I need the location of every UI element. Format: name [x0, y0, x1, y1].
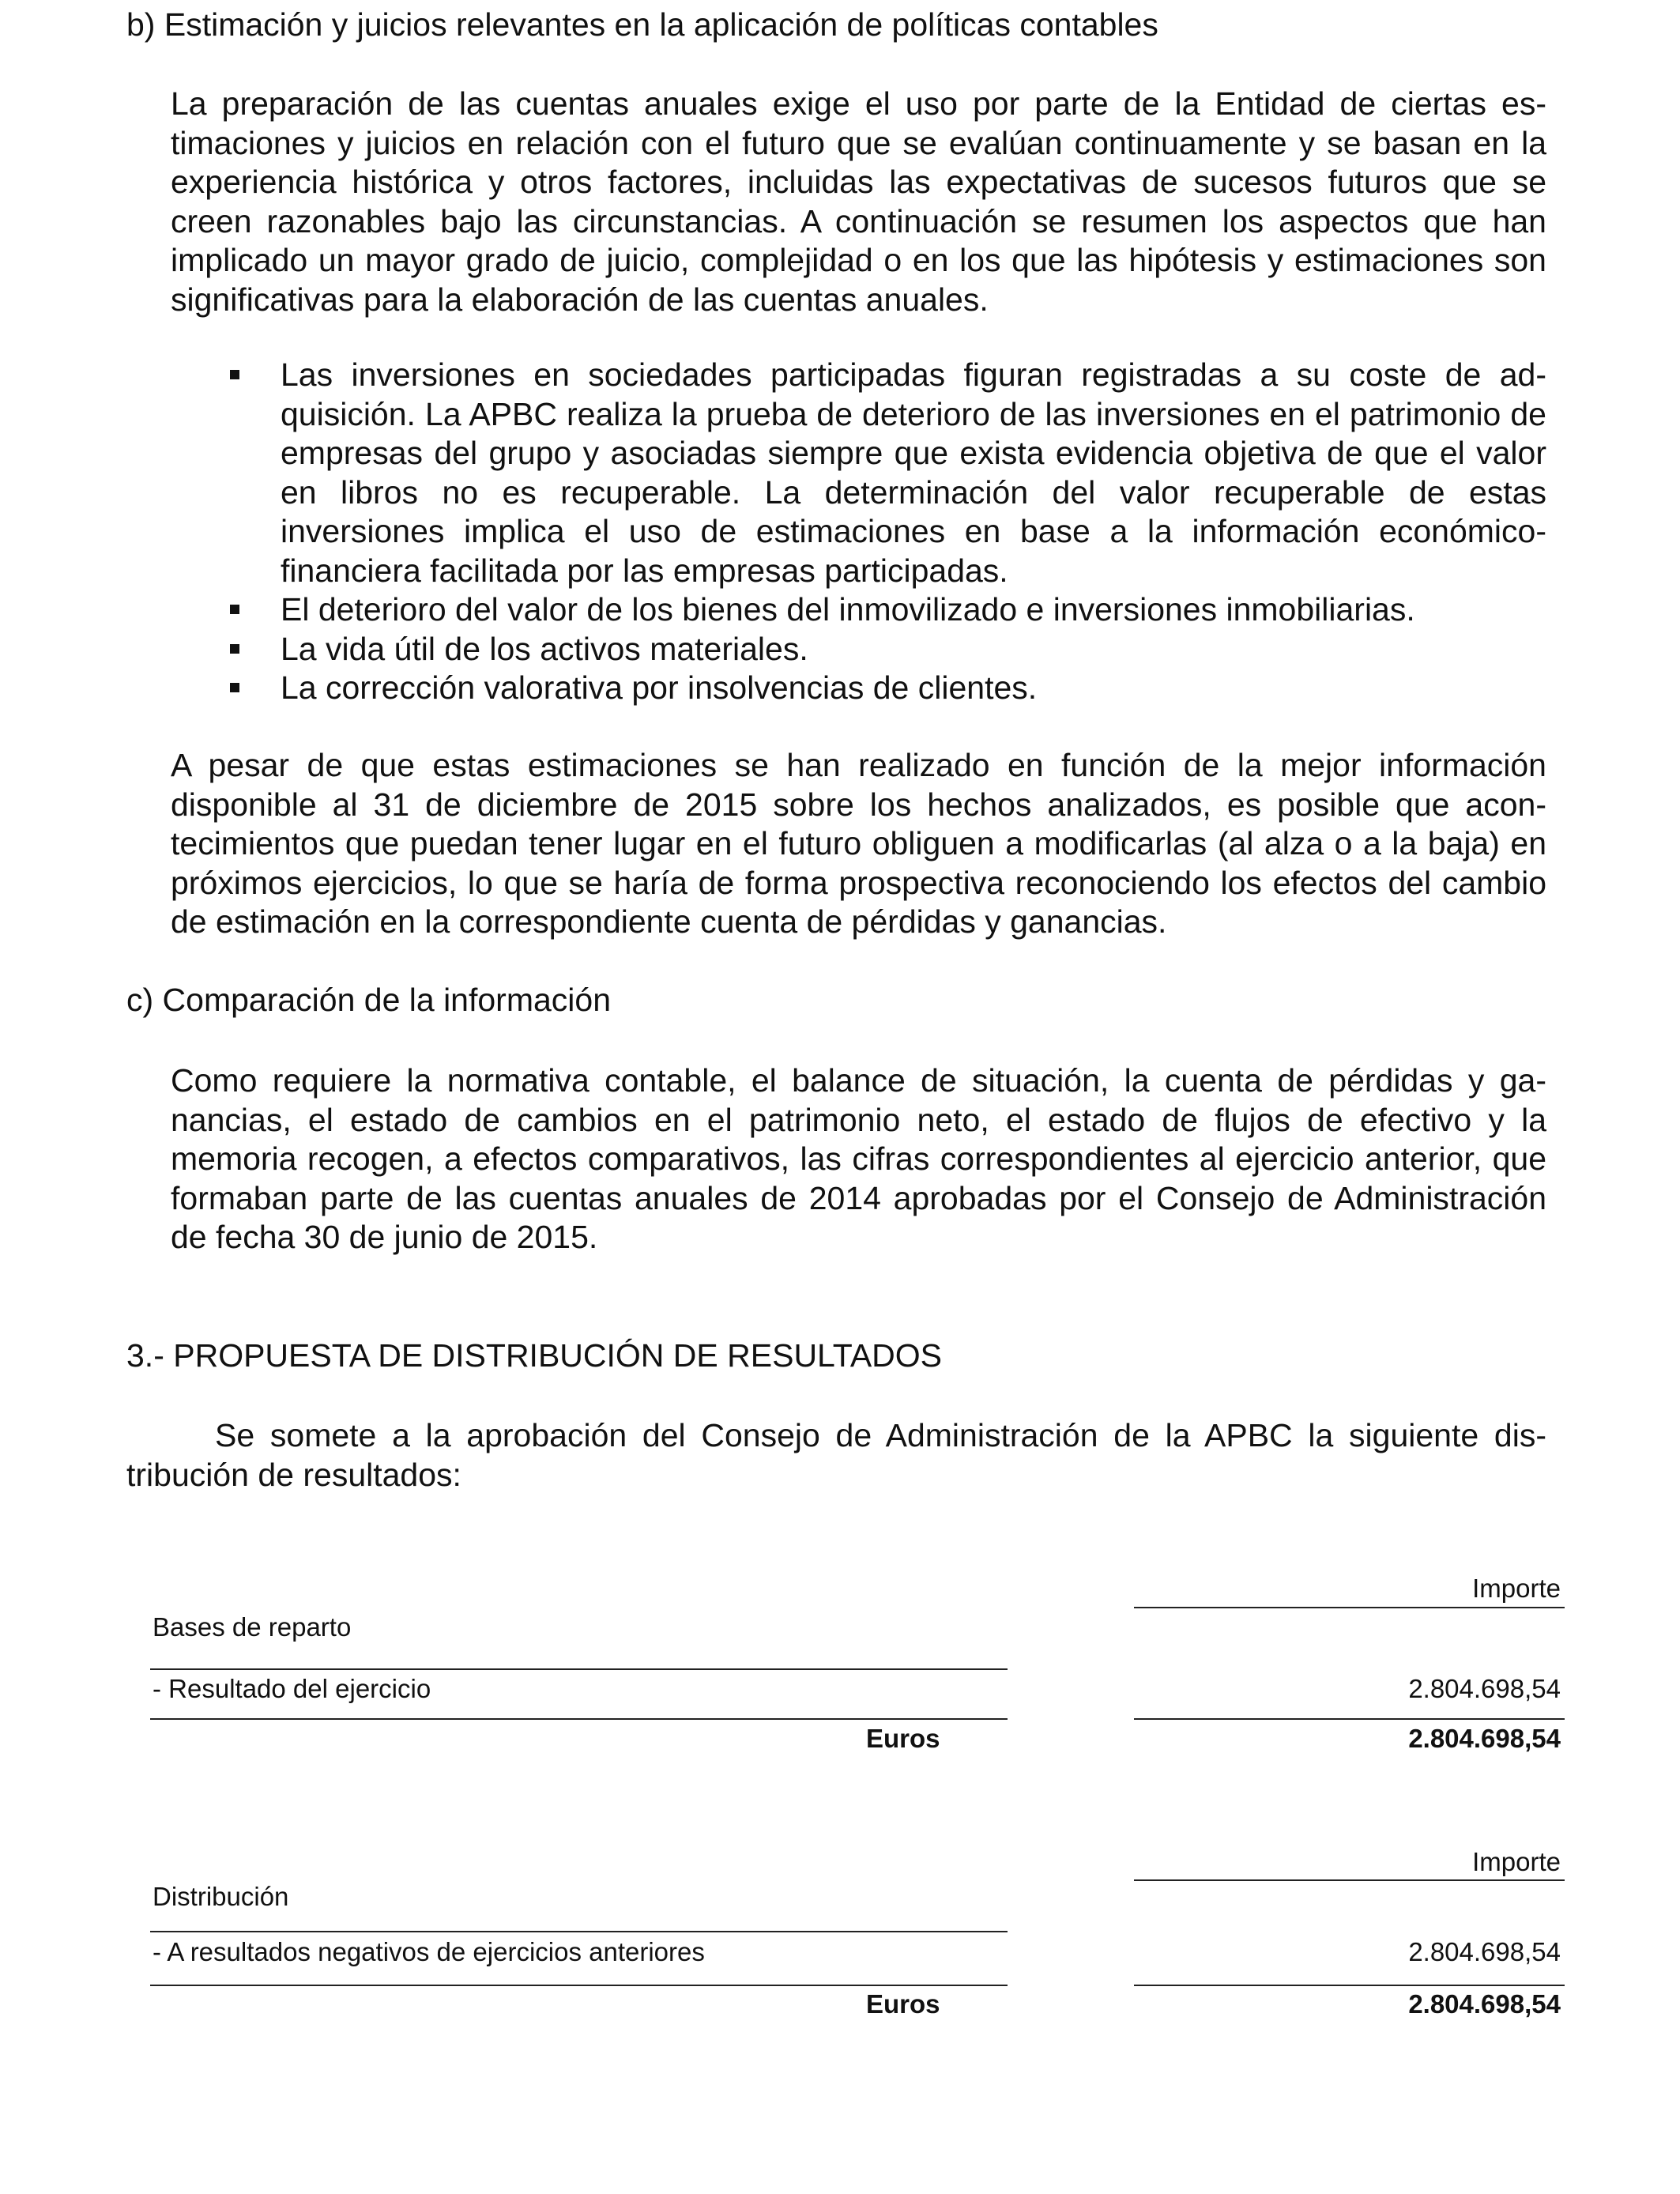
bullet-item: La corrección valorativa por insolvencias de clientes. — [225, 669, 1546, 708]
section-c-heading: c) Comparación de la información — [126, 982, 611, 1018]
divider — [150, 1668, 1008, 1670]
table-title: Distribución — [153, 1882, 289, 1911]
amount-header: Importe — [1472, 1574, 1561, 1603]
section-b-heading: b) Estimación y juicios relevantes en la aplicación de políticas contables — [126, 6, 1158, 43]
row-label: - A resultados negativos de ejercicios anteriores — [153, 1937, 705, 1966]
row-value: 2.804.698,54 — [1408, 1937, 1561, 1966]
divider — [150, 1985, 1008, 1986]
section-3-intro: Se somete a la aprobación del Consejo de Administración de la APBC la siguiente distribución de resultados: — [126, 1417, 1546, 1493]
bullet-item: Las inversiones en sociedades participadas figuran registradas a su coste de adquisición. La APBC realiza la prueba de deterioro de las inversiones en el patrimonio de empresas del grupo y asociadas siempre que exista evidencia objetiva de que el valor en libros no es recuperable. La determinación del valor recuperable de estas inversiones implica el uso de estimaciones en base a la información económico-financiera facilitada por las empresas participadas. — [225, 356, 1546, 590]
square-bullet-icon — [230, 683, 239, 692]
table-title: Bases de reparto — [153, 1612, 352, 1642]
divider — [1134, 1718, 1565, 1720]
total-label: Euros — [866, 1724, 940, 1753]
divider — [1134, 1879, 1565, 1881]
row-label: - Resultado del ejercicio — [153, 1674, 431, 1703]
total-value: 2.804.698,54 — [1408, 1724, 1561, 1753]
divider — [150, 1931, 1008, 1932]
section-b-closing: A pesar de que estas estimaciones se han realizado en función de la mejor información disponible al 31 de diciembre de 2015 sobre los hechos analizados, es posible que acontecimientos que puedan tener lugar en el futuro obliguen a modificarlas (al alza o a la baja) en próximos ejercicios, lo que se haría de forma prospectiva reconociendo los efectos del cambio de estimación en la correspondiente cuenta de pérdidas y ganancias. — [171, 747, 1546, 940]
square-bullet-icon — [230, 605, 239, 614]
divider — [1134, 1985, 1565, 1986]
section-b-intro: La preparación de las cuentas anuales exige el uso por parte de la Entidad de ciertas estimaciones y juicios en relación con el futuro que se evalúan continuamente y se basan en la experiencia histórica y otros factores, incluidas las expectativas de sucesos futuros que se creen razonables bajo las circunstancias. A continuación se resumen los aspectos que han implicado un mayor grado de juicio, complejidad o en los que las hipótesis y estimaciones son significativas para la elaboración de las cuentas anuales. — [171, 85, 1546, 318]
section-3-heading: 3.- PROPUESTA DE DISTRIBUCIÓN DE RESULTADOS — [126, 1337, 943, 1374]
total-value: 2.804.698,54 — [1408, 1989, 1561, 2019]
square-bullet-icon — [230, 370, 239, 379]
estimates-bullet-list — [225, 356, 1546, 708]
total-label: Euros — [866, 1989, 940, 2019]
divider — [1134, 1607, 1565, 1608]
section-c-body: Como requiere la normativa contable, el balance de situación, la cuenta de pérdidas y ganancias, el estado de cambios en el patrimonio neto, el estado de flujos de efectivo y la memoria recogen, a efectos comparativos, las cifras correspondientes al ejercicio anterior, que formaban parte de las cuentas anuales de 2014 aprobadas por el Consejo de Administración de fecha 30 de junio de 2015. — [171, 1062, 1546, 1255]
bullet-item: El deterioro del valor de los bienes del inmovilizado e inversiones inmobiliarias. — [225, 590, 1546, 630]
divider — [150, 1718, 1008, 1720]
bullet-item: La vida útil de los activos materiales. — [225, 630, 1546, 669]
amount-header: Importe — [1472, 1847, 1561, 1876]
row-value: 2.804.698,54 — [1408, 1674, 1561, 1703]
square-bullet-icon — [230, 644, 239, 654]
